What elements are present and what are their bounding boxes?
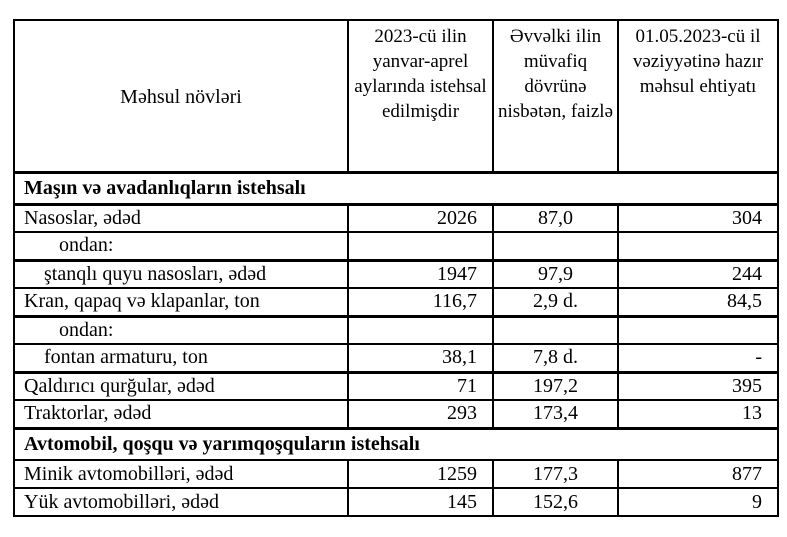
percent-cell: 173,4 [493, 400, 618, 428]
percent-cell [493, 316, 618, 344]
product-name-cell: ştanqlı quyu nasosları, ədəd [14, 260, 348, 288]
table-row-yuk-avtomobilleri [14, 488, 778, 516]
percent-cell: 7,8 d. [493, 344, 618, 372]
produced-cell: 71 [348, 372, 493, 400]
percent-cell: 197,2 [493, 372, 618, 400]
product-name-cell: Traktorlar, ədəd [14, 400, 348, 428]
section-title: Avtomobil, qoşqu və yarımqoşquların istehsalı [14, 428, 778, 460]
percent-cell: 87,0 [493, 204, 618, 232]
product-name-cell: Yük avtomobilləri, ədəd [14, 488, 348, 516]
percent-cell: 97,9 [493, 260, 618, 288]
stock-cell: - [618, 344, 778, 372]
produced-cell: 2026 [348, 204, 493, 232]
stock-cell: 877 [618, 460, 778, 488]
stock-cell: 84,5 [618, 288, 778, 316]
table-row-qaldirici-qurgular [14, 372, 778, 400]
section-header-machinery [14, 172, 778, 204]
section-title: Maşın və avadanlıqların istehsalı [14, 172, 778, 204]
table-header-row [14, 20, 778, 172]
product-name-cell: Nasoslar, ədəd [14, 204, 348, 232]
stock-cell: 9 [618, 488, 778, 516]
product-name-cell: fontan armaturu, ton [14, 344, 348, 372]
percent-cell: 152,6 [493, 488, 618, 516]
table-row-traktorlar [14, 400, 778, 428]
column-header-product-types: Məhsul növləri [14, 20, 348, 172]
produced-cell: 116,7 [348, 288, 493, 316]
produced-cell: 1259 [348, 460, 493, 488]
stock-cell: 395 [618, 372, 778, 400]
produced-cell [348, 316, 493, 344]
produced-cell: 145 [348, 488, 493, 516]
column-header-stock-01-05-2023: 01.05.2023-cü il vəziyyətinə hazır məhsul ehtiyatı [618, 20, 778, 172]
stock-cell: 13 [618, 400, 778, 428]
table-row-minik-avtomobilleri [14, 460, 778, 488]
percent-cell [493, 232, 618, 260]
section-header-vehicles [14, 428, 778, 460]
produced-cell [348, 232, 493, 260]
product-name-cell: ondan: [14, 232, 348, 260]
table-row-stanqli-quyu-nasoslari [14, 260, 778, 288]
table-row-kran-qapaq-klapanlar [14, 288, 778, 316]
stock-cell: 244 [618, 260, 778, 288]
stock-cell [618, 232, 778, 260]
stock-cell: 304 [618, 204, 778, 232]
produced-cell: 1947 [348, 260, 493, 288]
table-row-fontan-armaturu [14, 344, 778, 372]
product-name-cell: Kran, qapaq və klapanlar, ton [14, 288, 348, 316]
stock-cell [618, 316, 778, 344]
percent-cell: 177,3 [493, 460, 618, 488]
column-header-percent-vs-previous-year: Əvvəlki ilin müvafiq dövrünə nisbətən, faizlə [493, 20, 618, 172]
product-name-cell: Qaldırıcı qurğular, ədəd [14, 372, 348, 400]
table-row-ondan-2 [14, 316, 778, 344]
table-row-nasoslar [14, 204, 778, 232]
product-name-cell: Minik avtomobilləri, ədəd [14, 460, 348, 488]
produced-cell: 38,1 [348, 344, 493, 372]
produced-cell: 293 [348, 400, 493, 428]
column-header-produced-jan-apr-2023: 2023-cü ilin yanvar-aprel aylarında istehsal edilmişdir [348, 20, 493, 172]
production-statistics-table [13, 19, 779, 517]
product-name-cell: ondan: [14, 316, 348, 344]
table-row-ondan-1 [14, 232, 778, 260]
percent-cell: 2,9 d. [493, 288, 618, 316]
